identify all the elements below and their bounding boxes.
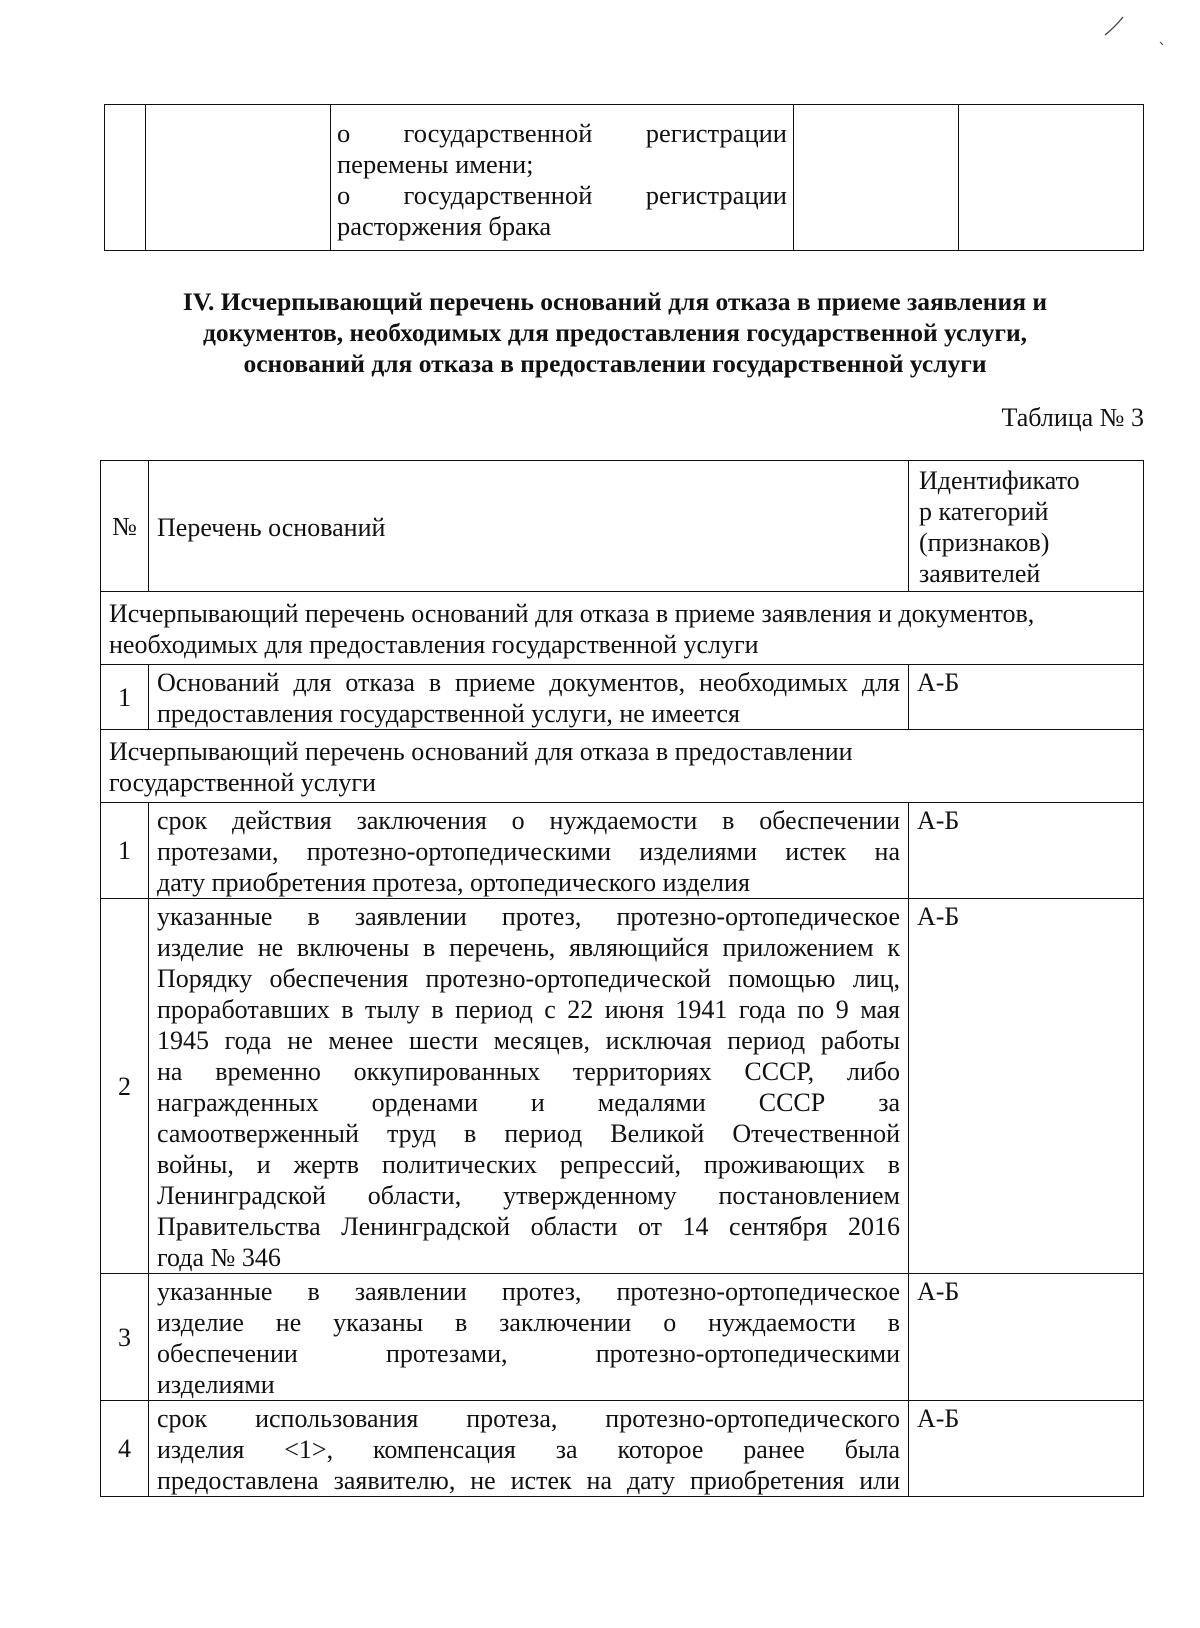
row-text-line: на временно оккупированных территориях СССР, либо (157, 1057, 900, 1086)
row-text (149, 803, 909, 899)
heading-line: оснований для отказа в предоставлении государственной услуги (243, 349, 987, 378)
registration-line: о государственной регистрации (337, 118, 787, 148)
group-title-line: государственной услуги (109, 768, 376, 797)
row-text-line: Порядку обеспечения протезно-ортопедической помощью лиц, (157, 964, 900, 993)
row-text-line: изделиями (157, 1370, 275, 1399)
group-title (101, 730, 1144, 803)
row-text (149, 899, 909, 1274)
group-title-line: Исчерпывающий перечень оснований для отказа в предоставлении (109, 737, 853, 766)
heading-line: IV. Исчерпывающий перечень оснований для отказа в приеме заявления и (182, 287, 1048, 316)
row-number: 4 (101, 1401, 149, 1497)
row-identifier: А-Б (909, 803, 1144, 899)
row-text-line: Правительства Ленинградской области от 14 сентября 2016 (157, 1212, 900, 1241)
registration-line: расторжения брака (337, 211, 552, 241)
row-text-line: проработавших в тылу в период с 22 июня 1941 года по 9 мая (157, 995, 900, 1024)
row-text-line: Ленинградской области, утвержденному постановлением (157, 1181, 900, 1210)
row-text (149, 1274, 909, 1401)
row-text-line: срок использования протеза, протезно-ортопедического (157, 1404, 900, 1433)
row-text-line: изделие не включены в перечень, являющийся приложением к (157, 933, 900, 962)
registration-line: перемены имени; (337, 149, 534, 179)
empty-cell (105, 105, 146, 251)
heading-line: документов, необходимых для предоставления государственной услуги, (202, 318, 1028, 347)
continuation-table (104, 104, 1144, 251)
table-row (101, 665, 1144, 730)
row-text-line: дату приобретения протеза, ортопедического изделия (157, 868, 750, 897)
row-text-line: указанные в заявлении протез, протезно-ортопедическое (157, 1277, 900, 1306)
row-text-line: обеспечении протезами, протезно-ортопедическими (157, 1339, 900, 1368)
row-number: 1 (101, 803, 149, 899)
row-number: 1 (101, 665, 149, 730)
group-title-line: Исчерпывающий перечень оснований для отказа в приеме заявления и документов, (109, 599, 1035, 628)
row-text-line: изделия <1>, компенсация за которое ранее была (157, 1435, 900, 1464)
group-title-line: необходимых для предоставления государственной услуги (109, 630, 759, 659)
row-text-line: предоставления государственной услуги, не имеется (157, 699, 740, 728)
table-row (101, 1401, 1144, 1497)
row-text-line: протезами, протезно-ортопедическими изделиями истек на (157, 837, 900, 866)
row-text-line: войны, и жертв политических репрессий, проживающих в (157, 1150, 900, 1179)
header-identifier (909, 461, 1144, 592)
row-text (149, 1401, 909, 1497)
row-text-line: Оснований для отказа в приеме документов, необходимых для (157, 668, 900, 697)
group-title-row (101, 592, 1144, 665)
row-text-line: 1945 года не менее шести месяцев, исключая период работы (157, 1026, 900, 1055)
row-text-line: срок действия заключения о нуждаемости в обеспечении (157, 806, 900, 835)
table-row (101, 803, 1144, 899)
row-number: 2 (101, 899, 149, 1274)
empty-cell (959, 105, 1144, 251)
row-text (149, 665, 909, 730)
header-identifier-line: (признаков) (919, 528, 1050, 557)
row-identifier: А-Б (909, 665, 1144, 730)
group-title-row (101, 730, 1144, 803)
row-identifier: А-Б (909, 899, 1144, 1274)
table-row (101, 1274, 1144, 1401)
header-identifier-line: заявителей (919, 559, 1041, 588)
row-text-line: указанные в заявлении протез, протезно-ортопедическое (157, 902, 900, 931)
row-text-line: предоставлена заявителю, не истек на дату приобретения или (157, 1466, 900, 1495)
empty-cell (794, 105, 959, 251)
registration-cell (331, 105, 794, 251)
row-identifier: А-Б (909, 1401, 1144, 1497)
group-title (101, 592, 1144, 665)
registration-line: о государственной регистрации (337, 180, 787, 210)
row-text-line: награжденных орденами и медалями СССР за (157, 1088, 900, 1117)
table-header-row (101, 461, 1144, 592)
section-heading (120, 286, 1110, 379)
header-number: № (101, 461, 149, 592)
empty-cell (146, 105, 331, 251)
grounds-table (100, 460, 1144, 1497)
header-identifier-line: р категорий (919, 497, 1049, 526)
header-list: Перечень оснований (149, 461, 909, 592)
table-row (101, 899, 1144, 1274)
row-text-line: самоотверженный труд в период Великой Отечественной (157, 1119, 900, 1148)
table-number-label: Таблица № 3 (1001, 403, 1144, 432)
row-number: 3 (101, 1274, 149, 1401)
row-text-line: года № 346 (157, 1243, 281, 1272)
header-identifier-line: Идентификато (919, 466, 1080, 495)
row-text-line: изделие не указаны в заключении о нуждаемости в (157, 1308, 900, 1337)
row-identifier: А-Б (909, 1274, 1144, 1401)
